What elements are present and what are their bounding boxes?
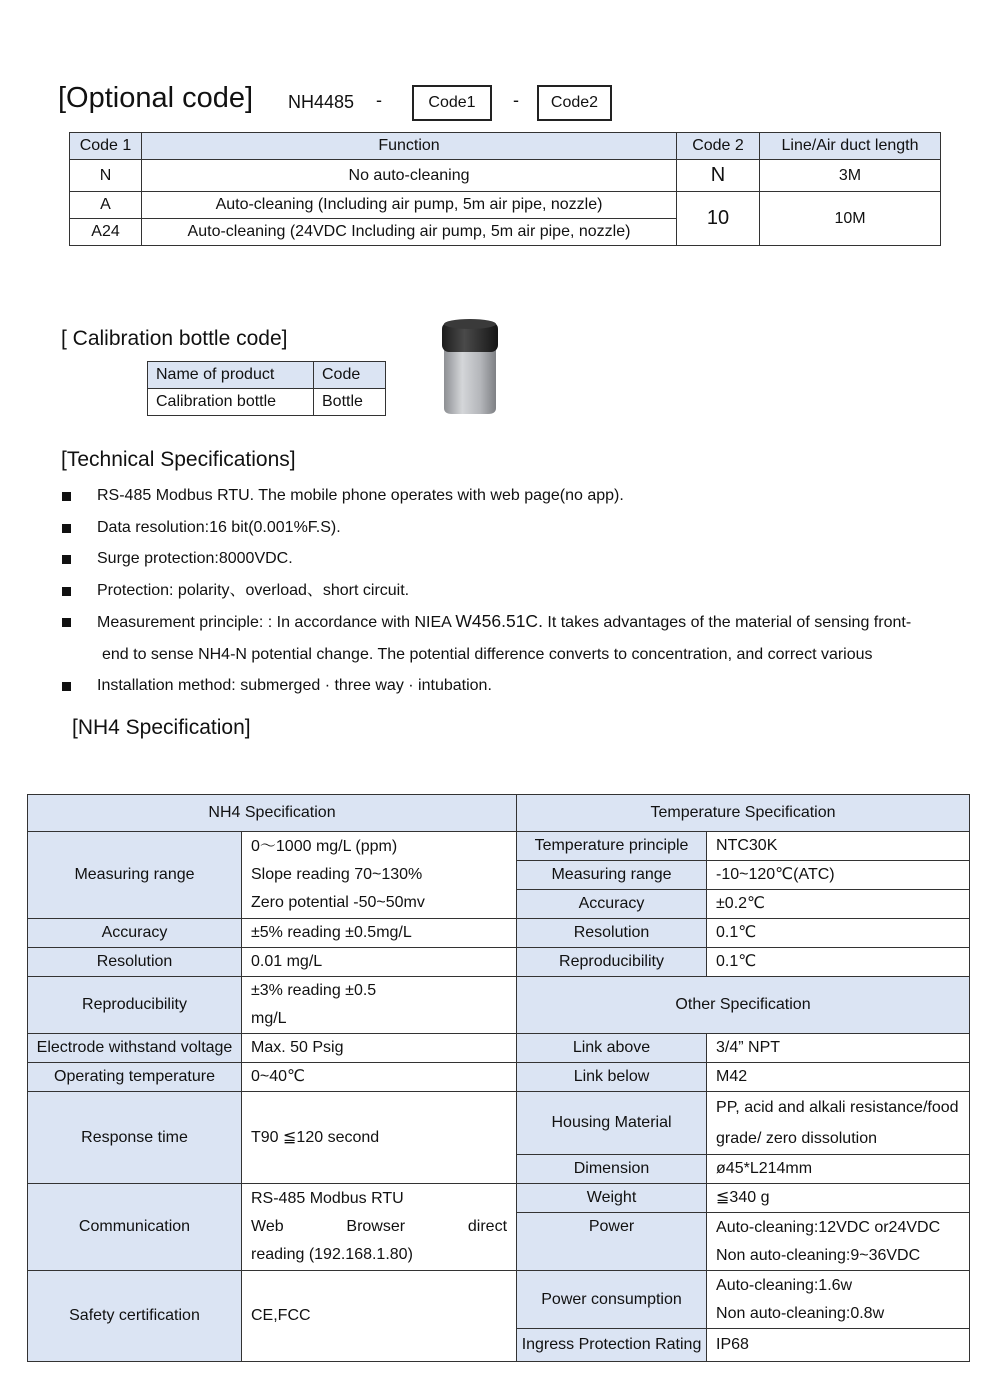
measuring-range-value xyxy=(242,832,517,919)
link-above-label: Link above xyxy=(517,1034,707,1063)
square-bullet-icon xyxy=(62,524,71,533)
safety-value: CE,FCC xyxy=(242,1271,517,1362)
tech-spec-list xyxy=(60,480,960,702)
consumption-line: Auto-cleaning:1.6w xyxy=(716,1276,853,1294)
optemp-label: Operating temperature xyxy=(28,1063,242,1092)
housing-line: PP, acid and alkali resistance/food xyxy=(716,1099,959,1116)
list-item xyxy=(60,543,960,575)
ip-label: Ingress Protection Rating xyxy=(517,1329,707,1362)
temp-resolution-label: Resolution xyxy=(517,919,707,948)
length-cell: 10M xyxy=(760,192,941,246)
weight-value: ≦340 g xyxy=(707,1184,970,1213)
calibration-bottle-image xyxy=(438,318,502,416)
withstand-value: Max. 50 Psig xyxy=(242,1034,517,1063)
function-cell: Auto-cleaning (24VDC Including air pump, 5m air pipe, nozzle) xyxy=(142,219,677,246)
accuracy-value: ±5% reading ±0.5mg/L xyxy=(242,919,517,948)
square-bullet-icon xyxy=(62,618,71,627)
list-item-text: end to sense NH4-N potential change. The potential difference converts to concentration, and correct various xyxy=(102,645,873,663)
code1-cell: A24 xyxy=(70,219,142,246)
communication-line: reading (192.168.1.80) xyxy=(251,1246,413,1263)
header-function: Function xyxy=(142,133,677,160)
list-item xyxy=(60,512,960,544)
reproducibility-line: ±3% reading ±0.5 xyxy=(251,982,377,999)
temp-repro-value: 0.1℃ xyxy=(707,948,970,977)
consumption-line: Non auto-cleaning:0.8w xyxy=(716,1304,885,1322)
list-item xyxy=(60,606,960,670)
list-item-text: It takes advantages of the material of sensing front- xyxy=(542,614,912,631)
resolution-label: Resolution xyxy=(28,948,242,977)
nh4-spec-header: NH4 Specification xyxy=(28,795,517,832)
temp-repro-label: Reproducibility xyxy=(517,948,707,977)
response-label: Response time xyxy=(28,1092,242,1184)
optemp-value: 0~40℃ xyxy=(242,1063,517,1092)
nh4-spec-table xyxy=(27,794,970,1362)
housing-line: grade/ zero dissolution xyxy=(716,1130,877,1147)
code1-cell: A xyxy=(70,192,142,219)
standard-code: W456.51C. xyxy=(455,611,543,631)
link-below-value: M42 xyxy=(707,1063,970,1092)
model-number: NH4485 xyxy=(288,92,355,112)
list-item-text: RS-485 Modbus RTU. The mobile phone operates with web page(no app). xyxy=(97,487,624,504)
consumption-label: Power consumption xyxy=(517,1271,707,1329)
temp-spec-header: Temperature Specification xyxy=(517,795,970,832)
list-item xyxy=(60,670,960,702)
measuring-range-line: Zero potential -50~50mv xyxy=(251,894,425,911)
nh4-spec-title: [NH4 Specification] xyxy=(72,716,251,739)
reproducibility-value xyxy=(242,977,517,1034)
power-label: Power xyxy=(517,1213,707,1271)
temp-accuracy-label: Accuracy xyxy=(517,890,707,919)
dimension-value: ø45*L214mm xyxy=(707,1155,970,1184)
header-code1: Code 1 xyxy=(70,133,142,160)
function-cell: Auto-cleaning (Including air pump, 5m air pipe, nozzle) xyxy=(142,192,677,219)
power-value xyxy=(707,1213,970,1271)
optional-code-table xyxy=(69,132,941,246)
square-bullet-icon xyxy=(62,492,71,501)
dash-separator: - xyxy=(513,90,519,110)
power-line: Non auto-cleaning:9~36VDC xyxy=(716,1246,921,1264)
optional-code-title: [Optional code] xyxy=(58,82,254,114)
ip-value: IP68 xyxy=(707,1329,970,1362)
communication-line: RS-485 Modbus RTU xyxy=(251,1190,404,1207)
code2-cell: N xyxy=(677,160,760,192)
temp-range-label: Measuring range xyxy=(517,861,707,890)
list-item-text: Protection: polarity、overload、short circuit. xyxy=(97,581,410,599)
reproducibility-line: mg/L xyxy=(251,1010,287,1027)
list-item-text: Installation method: submerged · three way · intubation. xyxy=(97,677,492,694)
dash-separator: - xyxy=(376,90,382,110)
header-code: Code xyxy=(314,362,386,389)
header-product-name: Name of product xyxy=(148,362,314,389)
power-line: Auto-cleaning:12VDC or24VDC xyxy=(716,1218,941,1236)
product-code-cell: Bottle xyxy=(314,389,386,416)
housing-label: Housing Material xyxy=(517,1092,707,1155)
list-item-text: Surge protection:8000VDC. xyxy=(97,550,293,567)
header-length: Line/Air duct length xyxy=(760,133,941,160)
link-above-value: 3/4” NPT xyxy=(707,1034,970,1063)
communication-label: Communication xyxy=(28,1184,242,1271)
temp-principle-value: NTC30K xyxy=(707,832,970,861)
list-item-text: Data resolution:16 bit(0.001%F.S). xyxy=(97,518,341,536)
temp-range-value: -10~120℃(ATC) xyxy=(707,861,970,890)
other-spec-header: Other Specification xyxy=(517,977,970,1034)
response-value: T90 ≦120 second xyxy=(242,1092,517,1184)
square-bullet-icon xyxy=(62,587,71,596)
code1-box: Code1 xyxy=(412,85,492,121)
header-code2: Code 2 xyxy=(677,133,760,160)
list-item xyxy=(60,575,960,607)
calibration-table xyxy=(147,361,386,416)
list-item xyxy=(60,480,960,512)
code2-box: Code2 xyxy=(537,85,612,121)
measuring-range-label: Measuring range xyxy=(28,832,242,919)
weight-label: Weight xyxy=(517,1184,707,1213)
dimension-label: Dimension xyxy=(517,1155,707,1184)
accuracy-label: Accuracy xyxy=(28,919,242,948)
temp-accuracy-value: ±0.2℃ xyxy=(707,890,970,919)
measuring-range-line: Slope reading 70~130% xyxy=(251,866,423,883)
tech-spec-title: [Technical Specifications] xyxy=(61,448,296,471)
calibration-title: [ Calibration bottle code] xyxy=(61,327,288,350)
measuring-range-line: 0～1000 mg/L (ppm) xyxy=(251,838,398,855)
communication-value xyxy=(242,1184,517,1271)
temp-resolution-value: 0.1℃ xyxy=(707,919,970,948)
code2-cell: 10 xyxy=(677,192,760,246)
communication-line: Web Browser direct xyxy=(251,1218,508,1235)
consumption-value xyxy=(707,1271,970,1329)
code1-cell: N xyxy=(70,160,142,192)
reproducibility-label: Reproducibility xyxy=(28,977,242,1034)
withstand-label: Electrode withstand voltage xyxy=(28,1034,242,1063)
temp-principle-label: Temperature principle xyxy=(517,832,707,861)
safety-label: Safety certification xyxy=(28,1271,242,1362)
housing-value xyxy=(707,1092,970,1155)
square-bullet-icon xyxy=(62,555,71,564)
list-item-text: Measurement principle: : In accordance with NIEA xyxy=(97,614,456,631)
square-bullet-icon xyxy=(62,682,71,691)
link-below-label: Link below xyxy=(517,1063,707,1092)
product-name-cell: Calibration bottle xyxy=(148,389,314,416)
function-cell: No auto-cleaning xyxy=(142,160,677,192)
resolution-value: 0.01 mg/L xyxy=(242,948,517,977)
length-cell: 3M xyxy=(760,160,941,192)
